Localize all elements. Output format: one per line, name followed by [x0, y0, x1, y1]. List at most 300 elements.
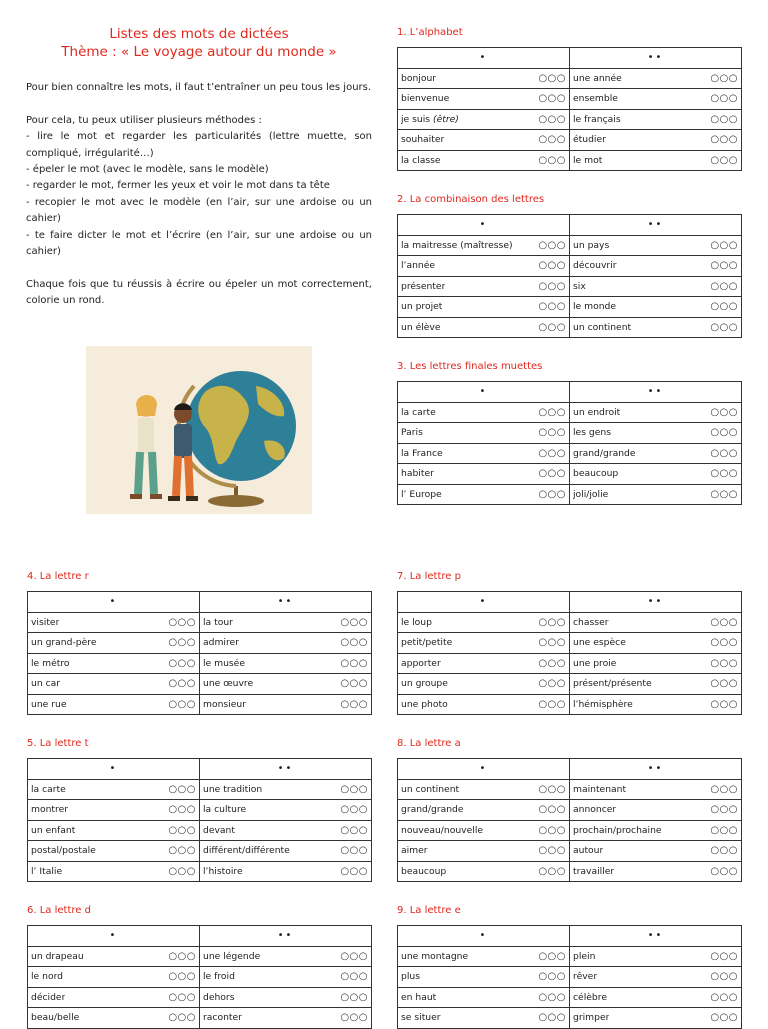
word-cell — [28, 653, 200, 674]
section-title: 4. La lettre r — [27, 571, 89, 582]
progress-circles[interactable]: ○○○ — [710, 616, 738, 628]
word-cell — [200, 967, 372, 988]
word-cell — [398, 256, 570, 277]
word-cell — [570, 109, 742, 130]
progress-circles[interactable]: ○○○ — [710, 113, 738, 125]
word-table — [397, 591, 742, 715]
progress-circles[interactable]: ○○○ — [168, 616, 196, 628]
word-cell — [570, 464, 742, 485]
word-cell — [200, 820, 372, 841]
progress-circles[interactable]: ○○○ — [168, 637, 196, 649]
word-text: un continent — [401, 783, 460, 795]
word-text: aimer — [401, 845, 428, 857]
word — [31, 637, 97, 648]
word-cell — [398, 68, 570, 89]
table-row — [398, 612, 742, 633]
progress-circles[interactable]: ○○○ — [710, 1012, 738, 1024]
word-text: la maitresse (maîtresse) — [401, 239, 513, 251]
table-row — [398, 297, 742, 318]
word — [401, 637, 452, 648]
progress-circles[interactable]: ○○○ — [538, 678, 566, 690]
word-cell — [570, 946, 742, 967]
progress-circles[interactable]: ○○○ — [538, 321, 566, 333]
progress-circles[interactable]: ○○○ — [340, 950, 368, 962]
word — [203, 971, 235, 982]
progress-circles[interactable]: ○○○ — [538, 93, 566, 105]
progress-circles[interactable]: ○○○ — [538, 991, 566, 1003]
word-text: beaucoup — [401, 865, 447, 877]
progress-circles[interactable]: ○○○ — [340, 616, 368, 628]
progress-circles[interactable]: ○○○ — [340, 991, 368, 1003]
word-cell — [398, 987, 570, 1008]
word-text: la carte — [31, 783, 66, 795]
progress-circles[interactable]: ○○○ — [538, 971, 566, 983]
word-cell — [28, 633, 200, 654]
progress-circles[interactable]: ○○○ — [538, 113, 566, 125]
word — [573, 845, 603, 856]
progress-circles[interactable]: ○○○ — [538, 427, 566, 439]
word-cell — [570, 694, 742, 715]
word-table — [397, 214, 742, 338]
word-cell — [200, 946, 372, 967]
progress-circles[interactable]: ○○○ — [538, 260, 566, 272]
progress-circles[interactable]: ○○○ — [710, 865, 738, 877]
word-text: le musée — [203, 657, 245, 669]
word-text: autour — [573, 845, 604, 857]
progress-circles[interactable]: ○○○ — [538, 637, 566, 649]
table-row — [398, 150, 742, 171]
progress-circles[interactable]: ○○○ — [538, 657, 566, 669]
word-text: travailler — [573, 865, 615, 877]
progress-circles[interactable]: ○○○ — [710, 698, 738, 710]
word — [573, 617, 609, 628]
word-cell — [398, 109, 570, 130]
progress-circles[interactable]: ○○○ — [340, 804, 368, 816]
word-text: monsieur — [203, 698, 246, 710]
word-cell — [570, 150, 742, 171]
progress-circles[interactable]: ○○○ — [710, 239, 738, 251]
word — [573, 804, 616, 815]
progress-circles[interactable]: ○○○ — [340, 865, 368, 877]
word — [203, 804, 246, 815]
word-text: visiter — [31, 616, 60, 628]
intro-line: - lire le mot et regarder les particularités (lettre muette, son compliqué, irrégularité…) — [26, 131, 372, 159]
word-text: grand/grande — [401, 804, 464, 816]
word-cell — [398, 423, 570, 444]
progress-circles[interactable]: ○○○ — [710, 134, 738, 146]
word — [573, 658, 616, 669]
progress-circles[interactable]: ○○○ — [538, 488, 566, 500]
table-row — [398, 633, 742, 654]
word-cell — [398, 1008, 570, 1029]
word-cell — [398, 612, 570, 633]
table-row — [28, 1008, 372, 1029]
word — [401, 114, 459, 125]
word-cell — [28, 946, 200, 967]
intro-line: - recopier le mot avec le modèle (en l’air, sur une ardoise ou un cahier) — [26, 196, 372, 225]
word-cell — [570, 423, 742, 444]
progress-circles[interactable]: ○○○ — [538, 845, 566, 857]
word-text: montrer — [31, 804, 69, 816]
section-title: 9. La lettre e — [397, 905, 461, 916]
table-row — [28, 820, 372, 841]
progress-circles[interactable]: ○○○ — [710, 406, 738, 418]
word — [203, 992, 235, 1003]
word-text: devant — [203, 824, 235, 836]
word-cell — [570, 967, 742, 988]
word-text: le métro — [31, 657, 70, 669]
word-cell — [570, 612, 742, 633]
word — [203, 637, 239, 648]
word — [401, 322, 441, 333]
progress-circles[interactable]: ○○○ — [710, 991, 738, 1003]
word — [573, 407, 620, 418]
word-text: le français — [573, 113, 621, 125]
table-row — [398, 987, 742, 1008]
progress-circles[interactable]: ○○○ — [538, 824, 566, 836]
progress-circles[interactable]: ○○○ — [710, 783, 738, 795]
word — [401, 699, 448, 710]
progress-circles[interactable]: ○○○ — [538, 698, 566, 710]
word — [401, 866, 446, 877]
progress-circles[interactable]: ○○○ — [340, 657, 368, 669]
progress-circles[interactable]: ○○○ — [340, 698, 368, 710]
section-title: 5. La lettre t — [27, 738, 89, 749]
word-text: chasser — [573, 616, 609, 628]
progress-circles[interactable]: ○○○ — [538, 134, 566, 146]
progress-circles[interactable]: ○○○ — [340, 678, 368, 690]
table-row — [398, 820, 742, 841]
table-row — [28, 987, 372, 1008]
progress-circles[interactable]: ○○○ — [538, 301, 566, 313]
word-text: présent/présente — [573, 678, 652, 690]
word — [31, 992, 65, 1003]
level-header: •• — [570, 382, 742, 403]
progress-circles[interactable]: ○○○ — [168, 804, 196, 816]
level-header: • — [398, 926, 570, 947]
word-cell — [200, 861, 372, 882]
word — [203, 699, 246, 710]
word — [573, 240, 609, 251]
progress-circles[interactable]: ○○○ — [710, 678, 738, 690]
word-cell — [570, 235, 742, 256]
word-text: présenter — [401, 280, 446, 292]
word-text: le mot — [573, 154, 603, 166]
word-cell — [28, 820, 200, 841]
table-row — [398, 694, 742, 715]
word-cell — [570, 89, 742, 110]
table-row — [398, 674, 742, 695]
section-title: 1. L’alphabet — [397, 27, 463, 38]
table-row — [398, 68, 742, 89]
table-row — [28, 674, 372, 695]
word — [401, 1012, 441, 1023]
word — [401, 617, 432, 628]
word-cell — [398, 674, 570, 695]
word — [31, 678, 60, 689]
word-cell — [200, 612, 372, 633]
progress-circles[interactable]: ○○○ — [538, 1012, 566, 1024]
word — [401, 281, 445, 292]
level-header: • — [398, 48, 570, 69]
progress-circles[interactable]: ○○○ — [168, 657, 196, 669]
progress-circles[interactable]: ○○○ — [538, 616, 566, 628]
word-text: une rue — [31, 698, 67, 710]
page-title — [26, 25, 372, 61]
table-row — [28, 779, 372, 800]
table-row — [398, 130, 742, 151]
word — [203, 825, 235, 836]
table-row — [398, 109, 742, 130]
intro-line: - te faire dicter le mot et l’écrire (en l’air, sur une ardoise ou un cahier) — [26, 229, 372, 258]
progress-circles[interactable]: ○○○ — [340, 1012, 368, 1024]
table-row — [398, 89, 742, 110]
progress-circles[interactable]: ○○○ — [710, 321, 738, 333]
word-cell — [570, 443, 742, 464]
level-header: • — [398, 592, 570, 613]
word — [401, 448, 443, 459]
word-cell — [200, 779, 372, 800]
word — [401, 825, 483, 836]
word-text: la France — [401, 447, 443, 459]
progress-circles[interactable]: ○○○ — [168, 991, 196, 1003]
progress-circles[interactable]: ○○○ — [538, 447, 566, 459]
progress-circles[interactable]: ○○○ — [710, 657, 738, 669]
level-header: •• — [200, 926, 372, 947]
level-header: •• — [570, 759, 742, 780]
progress-circles[interactable]: ○○○ — [538, 783, 566, 795]
word — [573, 825, 662, 836]
word-text: différent/différente — [203, 845, 290, 857]
word-text: une œuvre — [203, 678, 254, 690]
word-text: rêver — [573, 971, 598, 983]
word-cell — [570, 987, 742, 1008]
table-row — [28, 841, 372, 862]
word — [401, 407, 436, 418]
progress-circles[interactable]: ○○○ — [340, 845, 368, 857]
table-row — [398, 402, 742, 423]
word — [401, 678, 448, 689]
progress-circles[interactable]: ○○○ — [340, 637, 368, 649]
word — [31, 699, 66, 710]
word-text: décider — [31, 991, 66, 1003]
progress-circles[interactable]: ○○○ — [538, 406, 566, 418]
progress-circles[interactable]: ○○○ — [710, 637, 738, 649]
word-text: un élève — [401, 321, 441, 333]
progress-circles[interactable]: ○○○ — [340, 971, 368, 983]
word-text: une proie — [573, 657, 617, 669]
progress-circles[interactable]: ○○○ — [538, 239, 566, 251]
table-row — [28, 612, 372, 633]
word-text: plein — [573, 950, 596, 962]
word-cell — [200, 1008, 372, 1029]
word-table — [397, 758, 742, 882]
progress-circles[interactable]: ○○○ — [168, 950, 196, 962]
word-cell — [28, 861, 200, 882]
word-cell — [398, 317, 570, 338]
word-cell — [200, 841, 372, 862]
progress-circles[interactable]: ○○○ — [710, 260, 738, 272]
word-text: plus — [401, 971, 420, 983]
word-cell — [570, 317, 742, 338]
progress-circles[interactable]: ○○○ — [168, 824, 196, 836]
table-row — [28, 694, 372, 715]
word-cell — [398, 820, 570, 841]
word — [401, 951, 468, 962]
level-header: • — [28, 592, 200, 613]
word-text: prochain/prochaine — [573, 824, 662, 836]
word — [573, 281, 586, 292]
word-cell — [570, 256, 742, 277]
progress-circles[interactable]: ○○○ — [538, 280, 566, 292]
table-row — [398, 800, 742, 821]
word-text: une légende — [203, 950, 261, 962]
word-text: Paris — [401, 427, 423, 439]
table-row — [28, 946, 372, 967]
level-header: •• — [570, 926, 742, 947]
progress-circles[interactable]: ○○○ — [168, 783, 196, 795]
section-title: 3. Les lettres finales muettes — [397, 361, 543, 372]
title-line-1: Listes des mots de dictées — [109, 26, 289, 42]
word-cell — [570, 633, 742, 654]
progress-circles[interactable]: ○○○ — [710, 72, 738, 84]
progress-circles[interactable]: ○○○ — [168, 971, 196, 983]
progress-circles[interactable]: ○○○ — [538, 950, 566, 962]
progress-circles[interactable]: ○○○ — [710, 804, 738, 816]
word-text: raconter — [203, 1012, 242, 1024]
word — [573, 971, 597, 982]
word-cell — [28, 779, 200, 800]
word-text: le nord — [31, 971, 64, 983]
word-cell — [398, 89, 570, 110]
progress-circles[interactable]: ○○○ — [710, 488, 738, 500]
progress-circles[interactable]: ○○○ — [710, 427, 738, 439]
progress-circles[interactable]: ○○○ — [710, 971, 738, 983]
progress-circles[interactable]: ○○○ — [168, 865, 196, 877]
word-cell — [398, 484, 570, 505]
progress-circles[interactable]: ○○○ — [340, 824, 368, 836]
progress-circles[interactable]: ○○○ — [538, 72, 566, 84]
word — [401, 845, 428, 856]
progress-circles[interactable]: ○○○ — [710, 845, 738, 857]
word-cell — [398, 235, 570, 256]
word-text: l’histoire — [203, 865, 243, 877]
progress-circles[interactable]: ○○○ — [710, 301, 738, 313]
word-text: étudier — [573, 134, 606, 146]
progress-circles[interactable]: ○○○ — [710, 447, 738, 459]
word — [573, 992, 607, 1003]
table-row — [398, 861, 742, 882]
word — [401, 658, 441, 669]
table-header — [398, 48, 742, 69]
progress-circles[interactable]: ○○○ — [710, 950, 738, 962]
word-text: une photo — [401, 698, 448, 710]
word-table — [27, 758, 372, 882]
word — [401, 468, 434, 479]
progress-circles[interactable]: ○○○ — [168, 1012, 196, 1024]
progress-circles[interactable]: ○○○ — [168, 698, 196, 710]
progress-circles[interactable]: ○○○ — [710, 468, 738, 480]
word — [573, 784, 626, 795]
progress-circles[interactable]: ○○○ — [538, 154, 566, 166]
progress-circles[interactable]: ○○○ — [710, 824, 738, 836]
word-cell — [28, 1008, 200, 1029]
progress-circles[interactable]: ○○○ — [538, 468, 566, 480]
progress-circles[interactable]: ○○○ — [710, 154, 738, 166]
word-cell — [398, 464, 570, 485]
word — [401, 240, 513, 251]
word-text: joli/jolie — [573, 488, 609, 500]
word-cell — [398, 779, 570, 800]
level-header: •• — [570, 48, 742, 69]
word — [203, 617, 233, 628]
word — [573, 73, 622, 84]
word-text: postal/postale — [31, 845, 96, 857]
progress-circles[interactable]: ○○○ — [168, 678, 196, 690]
section-title: 7. La lettre p — [397, 571, 461, 582]
word-cell — [398, 130, 570, 151]
word — [203, 866, 243, 877]
word — [401, 971, 420, 982]
word-cell — [570, 861, 742, 882]
word — [203, 845, 290, 856]
progress-circles[interactable]: ○○○ — [538, 804, 566, 816]
table-header — [28, 592, 372, 613]
progress-circles[interactable]: ○○○ — [340, 783, 368, 795]
level-header: • — [398, 215, 570, 236]
word — [203, 658, 245, 669]
globe-illustration — [86, 346, 312, 514]
word — [401, 427, 423, 438]
table-header — [398, 592, 742, 613]
level-header: •• — [200, 592, 372, 613]
word — [573, 468, 618, 479]
word — [573, 427, 611, 438]
word — [573, 301, 616, 312]
word-cell — [200, 674, 372, 695]
word-text: se situer — [401, 1012, 441, 1024]
word — [203, 1012, 242, 1023]
progress-circles[interactable]: ○○○ — [538, 865, 566, 877]
word — [401, 260, 435, 271]
word — [203, 951, 260, 962]
word-cell — [570, 674, 742, 695]
word-text: célèbre — [573, 991, 607, 1003]
table-header — [398, 382, 742, 403]
word-cell — [28, 800, 200, 821]
word-cell — [570, 68, 742, 89]
progress-circles[interactable]: ○○○ — [710, 93, 738, 105]
word-text: un pays — [573, 239, 610, 251]
word — [573, 1012, 609, 1023]
word-cell — [28, 612, 200, 633]
word — [31, 1012, 79, 1023]
word-cell — [28, 694, 200, 715]
section-title: 8. La lettre a — [397, 738, 461, 749]
word — [573, 489, 608, 500]
word-text: la classe — [401, 154, 441, 166]
intro-paragraph-3: Chaque fois que tu réussis à écrire ou épeler un mot correctement, colorie un rond. — [26, 278, 372, 307]
word-cell — [398, 946, 570, 967]
progress-circles[interactable]: ○○○ — [168, 845, 196, 857]
word-cell — [570, 779, 742, 800]
progress-circles[interactable]: ○○○ — [710, 280, 738, 292]
word-text: les gens — [573, 427, 612, 439]
word-cell — [200, 987, 372, 1008]
title-line-2: Thème : « Le voyage autour du monde » — [61, 44, 337, 60]
word-text: dehors — [203, 991, 235, 1003]
word-text: un enfant — [31, 824, 76, 836]
